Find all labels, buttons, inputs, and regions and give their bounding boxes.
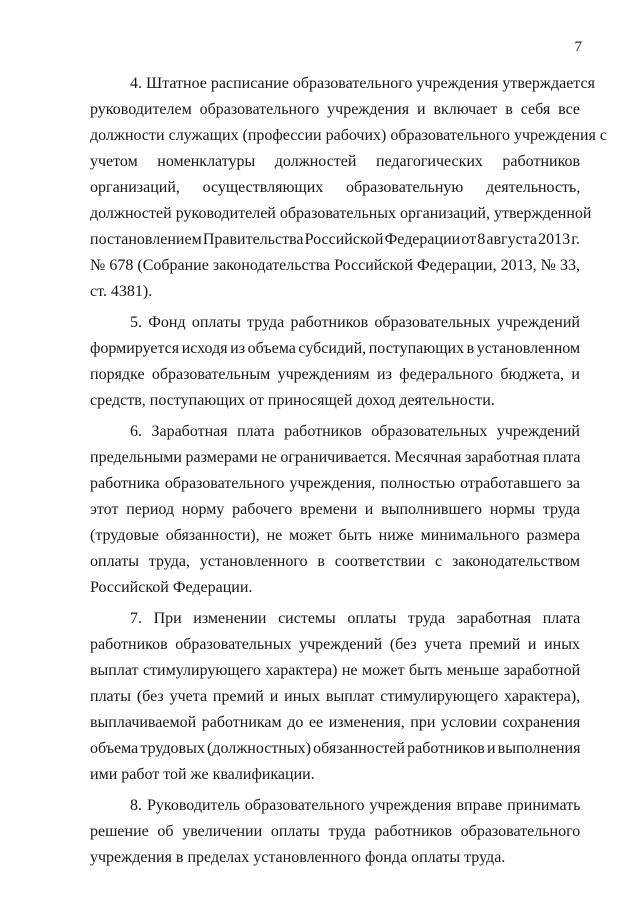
text-line: учреждения в пределах установленного фонда оплаты труда. <box>90 849 506 866</box>
text-line: 6. Заработная плата работников образовательных учреждений <box>130 423 580 440</box>
text-line: объема трудовых (должностных) обязанностей работников и выполнения <box>90 740 581 757</box>
text-line: 7. При изменении системы оплаты труда заработная плата <box>130 610 581 627</box>
text-line: решение об увеличении оплаты труда работников образовательного <box>90 823 581 840</box>
paragraph-4 <box>90 71 607 305</box>
text-line: формируется исходя из объема субсидий, поступающих в установленном <box>90 340 581 357</box>
paragraph-6 <box>90 419 580 601</box>
text-line: руководителем образовательного учреждения и включает в себя все <box>90 101 580 118</box>
text-line: 5. Фонд оплаты труда работников образовательных учреждений <box>130 314 580 331</box>
text-line: средств, поступающих от приносящей доход деятельности. <box>90 392 495 409</box>
document-body <box>90 71 607 872</box>
text-line: 4. Штатное расписание образовательного учреждения утверждается <box>130 75 595 92</box>
text-line: работника образовательного учреждения, полностью отработавшего за <box>90 475 580 492</box>
text-line: порядке образовательным учреждениям из федерального бюджета, и <box>90 366 580 383</box>
text-line: организаций, осуществляющих образовательную деятельность, <box>90 179 581 196</box>
text-line: платы (без учета премий и иных выплат стимулирующего характера), <box>90 688 581 705</box>
text-line: работников образовательных учреждений (без учета премий и иных <box>90 636 580 653</box>
text-line: этот период норму рабочего времени и выполнившего нормы труда <box>90 501 580 518</box>
text-line: предельными размерами не ограничивается. Месячная заработная плата <box>90 449 581 466</box>
text-line: учетом номенклатуры должностей педагогических работников <box>90 153 581 170</box>
text-line: ст. 4381). <box>90 283 153 300</box>
text-line: должности служащих (профессии рабочих) образовательного учреждения с <box>90 127 607 144</box>
text-line: постановлением Правительства Российской Федерации от 8 августа 2013 г. <box>90 231 580 248</box>
paragraph-5 <box>90 310 580 414</box>
text-line: выплат стимулирующего характера) не может быть меньше заработной <box>90 662 581 679</box>
page-number: 7 <box>574 39 582 55</box>
text-line: оплаты труда, установленного в соответствии с законодательством <box>90 553 580 570</box>
text-line: ими работ той же квалификации. <box>90 766 315 783</box>
paragraph-8 <box>90 793 580 871</box>
text-line: должностей руководителей образовательных организаций, утвержденной <box>90 205 592 222</box>
text-line: 8. Руководитель образовательного учреждения вправе принимать <box>130 797 581 814</box>
text-line: Российской Федерации. <box>90 579 253 596</box>
text-line: (трудовые обязанности), не может быть ниже минимального размера <box>90 527 581 544</box>
paragraph-7 <box>90 606 580 788</box>
text-line: выплачиваемой работникам до ее изменения, при условии сохранения <box>90 714 581 731</box>
text-line: № 678 (Собрание законодательства Российской Федерации, 2013, № 33, <box>90 257 580 274</box>
